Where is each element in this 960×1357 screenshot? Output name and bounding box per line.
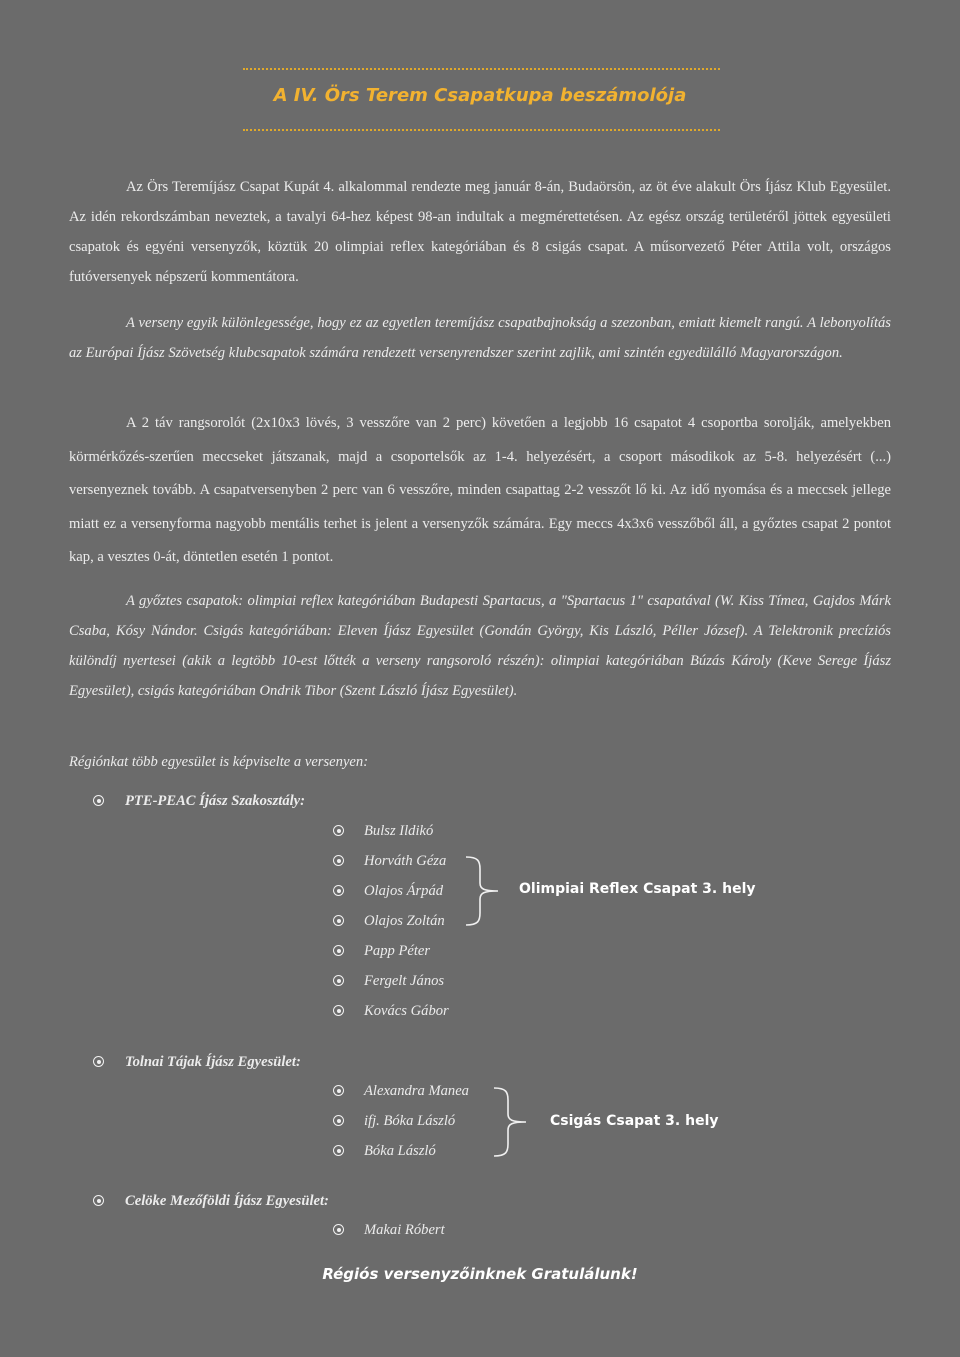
paragraph-3: A 2 táv rangsorolót (2x10x3 lövés, 3 vesszőre van 2 perc) követően a legjobb 16 csapatot 4 csoportba sorolják, amelyekben körmérkőzés-szerűen meccseket játszanak, majd a csoportelsők az 1-4. helyezésért, a csoport másodikok az 5-8. helyezésért (...) versenyeznek tovább. A csapatversenyben 2 perc van 6 vesszőre, minden csapattag 2-2 vesszőt lő ki. Az idő nyomása és a meccsek jellege miatt ez a versenyforma nagyobb mentális terhet is jelent a versenyzők számára. Egy meccs 4x3x6 vesszőből áll, a győztes csapat 2 pontot kap, a vesztes 0-át, döntetlen esetén 1 pontot. [69,415,891,565]
bullseye-icon [333,975,344,986]
club-heading: Tolnai Tájak Íjász Egyesület: [93,1054,301,1071]
member-item: Horváth Géza [333,853,446,870]
page-title: A IV. Örs Terem Csapatkupa beszámolója [273,85,687,106]
member-item: Alexandra Manea [333,1083,469,1100]
member-item: Olajos Árpád [333,883,443,900]
bullseye-icon [333,1085,344,1096]
bullseye-icon [93,1195,104,1206]
paragraph-2: A verseny egyik különlegessége, hogy ez az egyetlen teremíjász csapatbajnokság a szezonban, emiatt kiemelt rangú. A lebonyolítás az Európai Íjász Szövetség klubcsapatok számára rendezett versenyrendszer szerint zajlik, ami szintén egyedülálló Magyarországon. [69,315,891,361]
member-item: ifj. Bóka László [333,1113,455,1130]
paragraph-4: A győztes csapatok: olimpiai reflex kategóriában Budapesti Spartacus, a "Spartacus 1" csapatával (W. Kiss Tímea, Gajdos Márk Csaba, Kósy Nándor. Csigás kategóriában: Eleven Íjász Egyesület (Gondán György, Kis László, Péller József). A Telektronik precíziós különdíj nyertesei (akik a legtöbb 10-est lőtték a verseny rangsoroló részén): olimpiai kategóriában Búzás Károly (Keve Serege Íjász Egyesület), csigás kategóriában Ondrik Tibor (Szent László Íjász Egyesület). [69,593,891,699]
club-heading: PTE-PEAC Íjász Szakosztály: [93,793,305,810]
bullseye-icon [333,1115,344,1126]
team-result: Olimpiai Reflex Csapat 3. hely [519,881,756,897]
club-heading: Celöke Mezőföldi Íjász Egyesület: [93,1193,329,1210]
bullseye-icon [333,1005,344,1016]
bullseye-icon [93,1056,104,1067]
bullseye-icon [333,945,344,956]
clubs-intro: Régiónkat több egyesület is képviselte a versenyen: [69,754,369,770]
brace-icon [492,1086,532,1158]
paragraph-1: Az Örs Teremíjász Csapat Kupát 4. alkalommal rendezte meg január 8-án, Budaörsön, az öt éve alakult Örs Íjász Klub Egyesület. Az idén rekordszámban neveztek, a tavalyi 64-hez képest 98-an indultak a megmérettetésen. Az egész ország területéről jöttek egyesületi csapatok és egyéni versenyzők, köztük 20 olimpiai reflex kategóriában és 8 csigás csapat. A műsorvezető Péter Attila volt, országos futóversenyek népszerű kommentátora. [69,179,891,285]
team-result: Csigás Csapat 3. hely [550,1113,719,1129]
bullseye-icon [333,885,344,896]
member-item: Makai Róbert [333,1222,445,1239]
member-item: Olajos Zoltán [333,913,445,930]
bullseye-icon [333,855,344,866]
closing-message: Régiós versenyzőinknek Gratulálunk! [322,1265,638,1283]
brace-icon [464,855,504,927]
bullseye-icon [93,795,104,806]
title-rule-top [243,68,720,70]
title-rule-bottom [243,129,720,131]
member-item: Bóka László [333,1143,436,1160]
bullseye-icon [333,825,344,836]
member-item: Kovács Gábor [333,1003,449,1020]
member-item: Fergelt János [333,973,444,990]
member-item: Bulsz Ildikó [333,823,433,840]
bullseye-icon [333,1145,344,1156]
bullseye-icon [333,915,344,926]
bullseye-icon [333,1224,344,1235]
member-item: Papp Péter [333,943,430,960]
